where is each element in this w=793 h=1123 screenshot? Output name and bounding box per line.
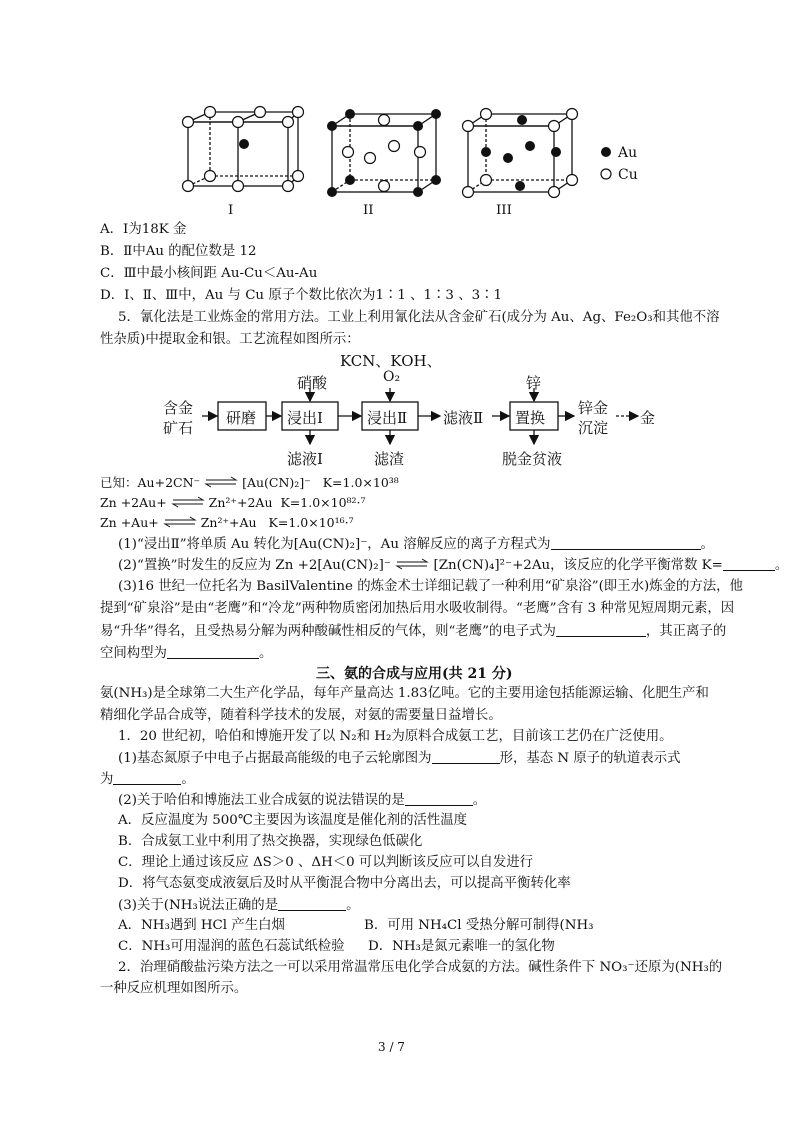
q4-option-b: B．Ⅱ中Au 的配位数是 12 [100, 244, 257, 259]
s3-q2-line2: 一种反应机理如图所示。 [100, 981, 248, 996]
q5-sub2: (2)“置换”时发生的反应为 Zn +2[Au(CN)₂]⁻ [Zn(CN)₄]²⁻+2Au，该反应的化学平衡常数 K= 。 [118, 558, 789, 573]
flow-raw-2: 矿石 [163, 419, 194, 437]
s3-q1-1-text-c: 为 [100, 772, 114, 787]
figure-label-3: III [496, 203, 512, 218]
flow-gold: 金 [640, 409, 656, 427]
s3-q1-2-option-d: D．将气态氨变成液氨后及时从平衡混合物中分离出去，可以提高平衡转化率 [118, 876, 571, 891]
s3-q1-3-option-a: A．NH₃遇到 HCl 产生白烟 [118, 918, 285, 933]
q5-sub2-text-b: [Zn(CN)₄]²⁻+2Au，该反应的化学平衡常数 K= [433, 558, 723, 573]
answer-blank[interactable] [167, 644, 259, 659]
known-eq-3 [100, 514, 354, 532]
s3-q1-1-text-b: 形，基态 N 原子的轨道表示式 [499, 751, 681, 766]
q5-sub2-text-a: (2)“置换”时发生的反应为 Zn +2[Au(CN)₂]⁻ [118, 558, 391, 573]
answer-blank[interactable] [405, 791, 473, 806]
eq1-left: Au+2CN⁻ [137, 475, 201, 490]
s3-q1-1 [118, 749, 680, 768]
eq3-left: Zn +Au+ [100, 515, 159, 530]
q4-option-a: A．Ⅰ为18K 金 [100, 222, 187, 237]
flow-precip-1: 锌金 [578, 399, 609, 417]
eq2-k: K=1.0×10⁸²·⁷ [280, 495, 366, 510]
s3-q1-3-option-c: C．NH₃可用湿润的蓝色石蕊试纸检验 [118, 939, 345, 954]
s3-q1-3-option-b: B．可用 NH₄Cl 受热分解可制得(NH₃ [364, 918, 594, 933]
s3-q1-2-text: (2)关于哈伯和博施法工业合成氨的说法错误的是 [118, 793, 405, 808]
eq1-k: K=1.0×10³⁸ [322, 475, 399, 490]
s3-q1-2-option-b: B．合成氨工业中利用了热交换器，实现绿色低碳化 [118, 834, 423, 849]
answer-blank[interactable] [723, 556, 775, 571]
flow-reagent-nitric: 硝酸 [297, 374, 328, 392]
answer-blank[interactable] [551, 535, 701, 550]
eq1-right: [Au(CN)₂]⁻ [242, 475, 311, 490]
flow-reagent-o2: O₂ [383, 369, 401, 385]
equilibrium-arrow-icon [163, 516, 197, 528]
s3-q1-2-option-c: C．理论上通过该反应 ΔS＞0 、ΔH＜0 可以判断该反应可以自发进行 [118, 855, 534, 870]
s3-q1-3: (3)关于(NH₃说法正确的是 。 [118, 898, 360, 913]
flow-step-leach2: 浸出Ⅱ [367, 409, 408, 427]
answer-blank[interactable] [432, 749, 500, 764]
known-label: 已知： [100, 475, 138, 490]
equilibrium-arrow-icon [171, 496, 205, 508]
known-eq-1 [100, 474, 399, 492]
flow-filtrate2: 滤液Ⅱ [443, 409, 484, 427]
q5-sub3-line3 [100, 622, 726, 641]
s3-q1-3-text: (3)关于(NH₃说法正确的是 [118, 898, 279, 913]
section-3-heading: 三、氨的合成与应用(共 21 分) [316, 666, 513, 682]
q5-sub3-line4: 空间构型为 。 [100, 646, 273, 661]
flow-reagent-zinc: 锌 [526, 374, 542, 392]
eq3-right: Zn²⁺+Au [200, 515, 257, 530]
q5-sub3-line2: 提到“矿泉浴”是由“老鹰”和“冷龙”两种物质密闭加热后用水吸收制得。“老鹰”含有 3 种常见短周期元素，因 [100, 601, 735, 616]
flow-out-filtrate1: 滤液Ⅰ [287, 450, 323, 468]
equilibrium-arrow-icon [204, 476, 238, 488]
eq3-k: K=1.0×10¹⁶·⁷ [268, 515, 354, 530]
legend-au: Au [618, 145, 638, 161]
s3-q1-heading: 1．20 世纪初，哈伯和博施开发了以 N₂和 H₂为原料合成氨工艺，目前该工艺仍在广泛使用。 [118, 729, 673, 744]
s3-q1-1-text-a: (1)基态氮原子中电子占据最高能级的电子云轮廓图为 [118, 751, 432, 766]
q5-sub3-line3-b: ，其正离子的 [645, 624, 727, 639]
eq2-right: Zn²⁺+2Au [208, 495, 273, 510]
flow-precip-2: 沉淀 [578, 419, 609, 437]
figure-label-2: II [363, 203, 374, 218]
q5-sub1: (1)“浸出Ⅱ”将单质 Au 转化为[Au(CN)₂]⁻，Au 溶解反应的离子方程式为 。 [118, 537, 714, 552]
section-3-intro-1: 氨(NH₃)是全球第二大生产化学品，每年产量高达 1.83亿吨。它的主要用途包括能源运输、化肥生产和 [100, 686, 709, 701]
q5-sub3-line3-a: 易“升华”得名，且受热易分解为两种酸碱性相反的气体，则“老鹰”的电子式为 [100, 624, 556, 639]
s3-q1-3-option-d: D．NH₃是氮元素唯一的氢化物 [368, 939, 555, 954]
known-eq-2 [100, 494, 366, 512]
s3-q1-2-option-a: A．反应温度为 500℃主要因为该温度是催化剂的活性温度 [118, 813, 468, 828]
q5-intro-line1: 5．氰化法是工业炼金的常用方法。工业上利用氰化法从含金矿石(成分为 Au、Ag、Fe₂O₃和其他不溶 [118, 310, 720, 325]
legend-cu: Cu [618, 167, 638, 183]
flow-reagent-kcn: KCN、KOH、 [340, 352, 442, 370]
flow-out-residue: 滤渣 [374, 450, 405, 468]
q5-sub1-text: (1)“浸出Ⅱ”将单质 Au 转化为[Au(CN)₂]⁻，Au 溶解反应的离子方程式为 [118, 537, 551, 552]
s3-q1-1-cont: 为 。 [100, 772, 195, 787]
equilibrium-arrow-icon [395, 558, 429, 570]
q5-sub3-line1: (3)16 世纪一位托名为 BasilValentine 的炼金术士详细记载了一种利用“矿泉浴”(即王水)炼金的方法，他 [118, 579, 743, 594]
figure-label-1: I [228, 203, 234, 218]
s3-q2-line1: 2．治理硝酸盐污染方法之一可以采用常温常压电化学合成氨的方法。碱性条件下 NO₃⁻还原为(NH₃的 [118, 960, 723, 975]
flow-step-leach1: 浸出Ⅰ [287, 409, 323, 427]
flow-raw-1: 含金 [163, 399, 194, 417]
answer-blank[interactable] [556, 622, 646, 637]
section-3-intro-2: 精细化学品合成等，随着科学技术的发展，对氨的需要量日益增长。 [100, 708, 502, 723]
q5-sub3-line4-text: 空间构型为 [100, 646, 167, 661]
flow-step-grind: 研磨 [226, 409, 257, 427]
eq2-left: Zn +2Au+ [100, 495, 167, 510]
q4-option-c: C．Ⅲ中最小核间距 Au-Cu＜Au-Au [100, 266, 318, 281]
page-number: 3 / 7 [378, 1040, 405, 1054]
flow-out-waste: 脱金贫液 [502, 450, 563, 468]
flow-step-replace: 置换 [515, 409, 546, 427]
crystal-structure-figure [170, 104, 650, 224]
s3-q1-2: (2)关于哈伯和博施法工业合成氨的说法错误的是 。 [118, 793, 487, 808]
q5-intro-line2: 性杂质)中提取金和银。工艺流程如图所示： [100, 332, 360, 347]
q4-option-d: D．Ⅰ、Ⅱ、Ⅲ中，Au 与 Cu 原子个数比依次为1∶1 、1∶3 、3∶1 [100, 288, 503, 303]
answer-blank[interactable] [278, 896, 346, 911]
answer-blank[interactable] [113, 770, 181, 785]
